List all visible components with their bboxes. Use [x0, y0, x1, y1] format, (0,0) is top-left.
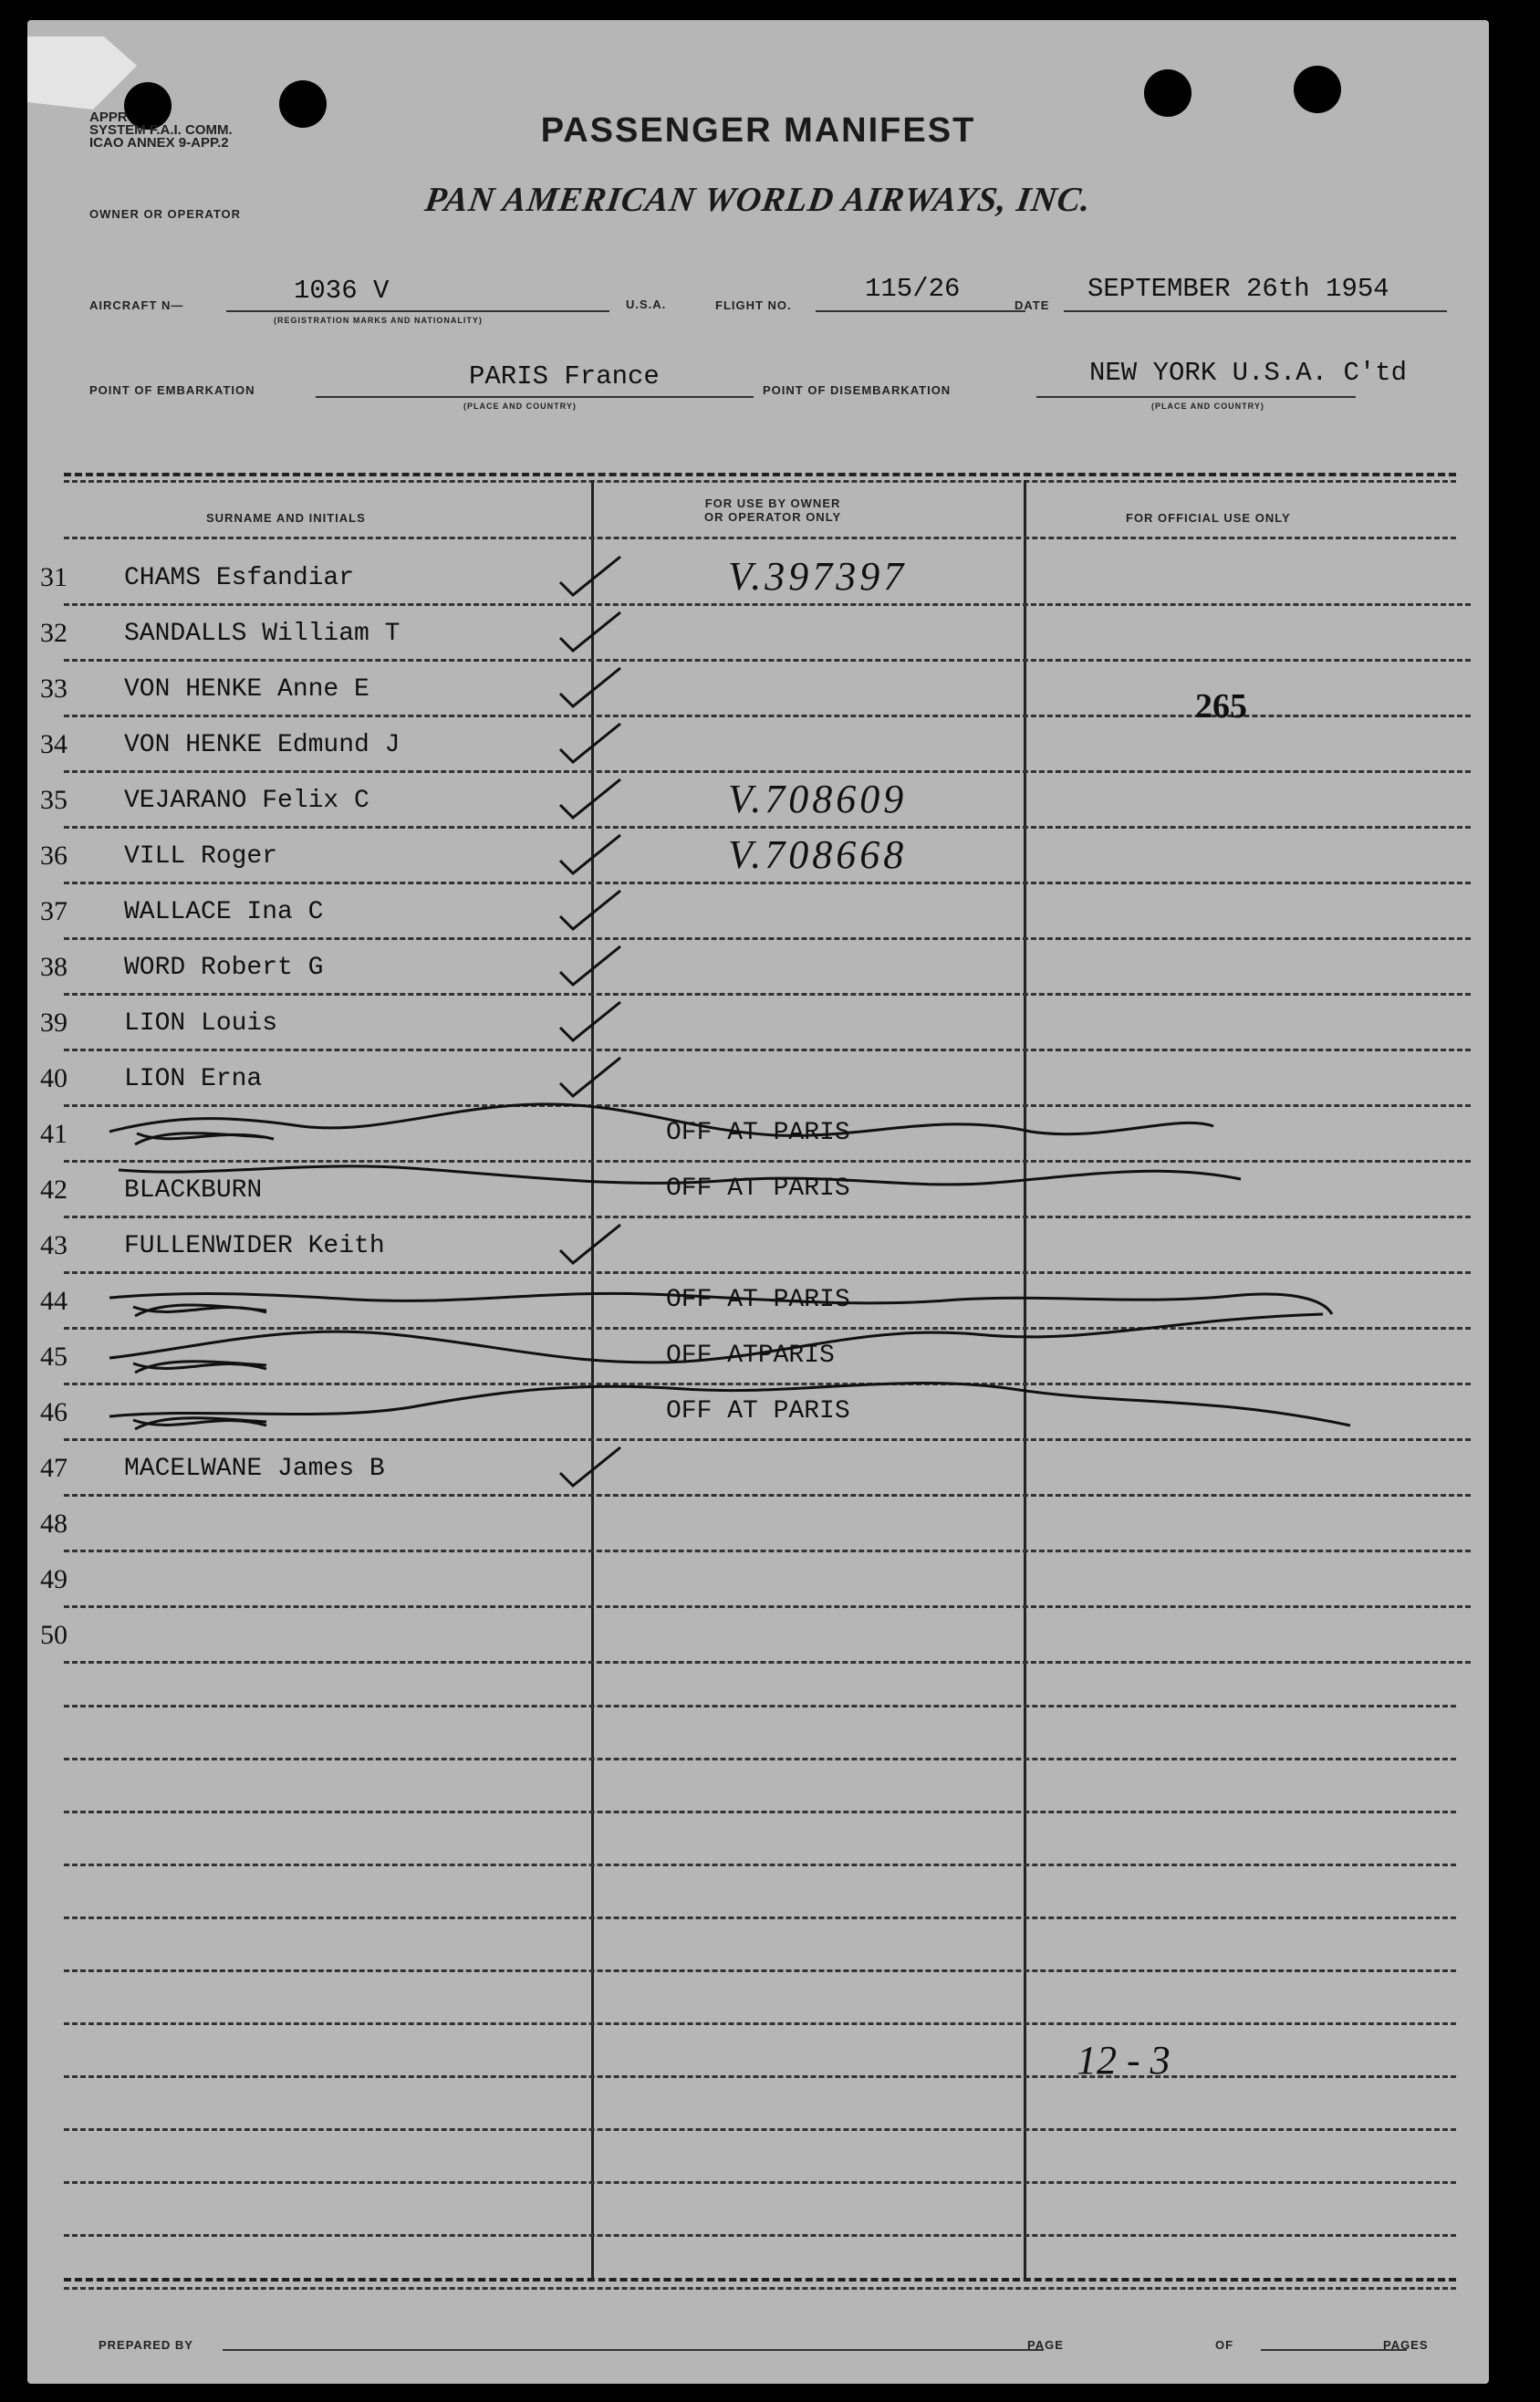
table-row [27, 1219, 1489, 1274]
check-mark-icon [555, 716, 628, 771]
table-row [27, 941, 1489, 996]
table-row [27, 1164, 1489, 1218]
table-row [27, 885, 1489, 940]
check-mark-icon [555, 1217, 628, 1272]
page-title: PASSENGER MANIFEST [540, 111, 976, 150]
check-mark-icon [555, 939, 628, 994]
manifest-page [27, 20, 1489, 2384]
row-number: 41 [40, 1119, 68, 1149]
check-mark-icon [555, 1050, 628, 1105]
check-mark-icon [555, 995, 628, 1050]
embarkation-label: POINT OF EMBARKATION [89, 383, 255, 397]
approval-note: APPR SYSTEM F.A.I. COMM. ICAO ANNEX 9-APP.2 [89, 110, 233, 151]
torn-corner [27, 37, 137, 110]
table-row [27, 1553, 1489, 1608]
table-row [27, 1275, 1489, 1330]
check-mark-icon [555, 549, 628, 604]
aircraft-sub: (REGISTRATION MARKS AND NATIONALITY) [274, 316, 483, 325]
of-label: OF [1215, 2338, 1234, 2352]
passenger-name: VON HENKE Anne E [124, 675, 369, 704]
check-mark-icon [555, 828, 628, 882]
table-row [27, 1108, 1489, 1163]
passenger-name: MACELWANE James B [124, 1455, 385, 1483]
passenger-name: LION Louis [124, 1009, 278, 1038]
table-row [27, 1386, 1489, 1441]
passenger-name: FULLENWIDER Keith [124, 1232, 385, 1260]
visa-number: V.708609 [728, 777, 908, 821]
row-number: 40 [40, 1063, 68, 1093]
passenger-name: BLACKBURN [124, 1176, 263, 1205]
passenger-name: LION Erna [124, 1065, 263, 1093]
table-row [27, 830, 1489, 884]
owner-remark: OFF AT PARIS [666, 1397, 850, 1426]
punch-hole [1294, 66, 1341, 113]
row-number: 31 [40, 562, 68, 592]
owner-remark: OFF ATPARIS [666, 1342, 835, 1370]
disembarkation-label: POINT OF DISEMBARKATION [763, 383, 952, 397]
table-row [27, 718, 1489, 773]
owner-remark: OFF AT PARIS [666, 1119, 850, 1147]
table-row [27, 997, 1489, 1051]
flight-label: FLIGHT NO. [715, 298, 792, 312]
passenger-name: WALLACE Ina C [124, 898, 324, 926]
flight-value: 115/26 [865, 274, 961, 304]
row-number: 50 [40, 1620, 68, 1650]
table-row [27, 663, 1489, 717]
embarkation-sub: (PLACE AND COUNTRY) [463, 402, 577, 411]
row-number: 35 [40, 785, 68, 815]
page-label: PAGE [1027, 2338, 1064, 2352]
passenger-name: VON HENKE Edmund J [124, 731, 401, 759]
col-official-header: FOR OFFICIAL USE ONLY [1126, 511, 1291, 525]
row-number: 43 [40, 1230, 68, 1260]
passenger-name: VILL Roger [124, 842, 278, 871]
row-number: 39 [40, 1008, 68, 1038]
prepared-by-label: PREPARED BY [99, 2338, 193, 2352]
aircraft-label: AIRCRAFT N— [89, 298, 184, 312]
passenger-name: VEJARANO Felix C [124, 787, 369, 815]
disembarkation-sub: (PLACE AND COUNTRY) [1151, 402, 1264, 411]
row-number: 45 [40, 1342, 68, 1372]
owner-label: OWNER OR OPERATOR [89, 207, 242, 221]
row-number: 49 [40, 1564, 68, 1594]
col-surname-header: SURNAME AND INITIALS [206, 511, 366, 525]
check-mark-icon [555, 605, 628, 660]
punch-hole [1144, 69, 1191, 117]
owner-remark: OFF AT PARIS [666, 1175, 850, 1203]
table-row [27, 1052, 1489, 1107]
usa-label: U.S.A. [626, 298, 667, 311]
date-label: DATE [1015, 298, 1050, 312]
row-number: 34 [40, 729, 68, 759]
row-number: 38 [40, 952, 68, 982]
airline-name: PAN AMERICAN WORLD AIRWAYS, INC. [422, 181, 1094, 219]
pages-label: PAGES [1383, 2338, 1429, 2352]
official-number: 265 [1195, 687, 1247, 726]
owner-remark: OFF AT PARIS [666, 1286, 850, 1314]
row-number: 33 [40, 674, 68, 704]
check-mark-icon [555, 661, 628, 715]
table-row [27, 1498, 1489, 1552]
table-row [27, 1331, 1489, 1385]
passenger-name: SANDALLS William T [124, 620, 401, 648]
row-number: 47 [40, 1453, 68, 1483]
table-row [27, 551, 1489, 606]
disembarkation-value: NEW YORK U.S.A. C'td [1089, 358, 1408, 388]
col-owner-header: FOR USE BY OWNER OR OPERATOR ONLY [704, 496, 842, 524]
row-number: 37 [40, 896, 68, 926]
row-number: 42 [40, 1175, 68, 1205]
embarkation-value: PARIS France [469, 361, 660, 392]
passenger-name: WORD Robert G [124, 954, 324, 982]
check-mark-icon [555, 772, 628, 827]
row-number: 44 [40, 1286, 68, 1316]
check-mark-icon [555, 883, 628, 938]
check-mark-icon [555, 1440, 628, 1495]
handwritten-note: 12 - 3 [1077, 2038, 1171, 2083]
table-row [27, 607, 1489, 662]
aircraft-value: 1036 V [294, 276, 390, 306]
row-number: 48 [40, 1509, 68, 1539]
table-row [27, 774, 1489, 829]
table-row [27, 1442, 1489, 1497]
row-number: 46 [40, 1397, 68, 1427]
date-value: SEPTEMBER 26th 1954 [1087, 274, 1389, 304]
passenger-name: CHAMS Esfandiar [124, 564, 355, 592]
row-number: 36 [40, 841, 68, 871]
visa-number: V.397397 [728, 554, 908, 599]
visa-number: V.708668 [728, 832, 908, 877]
row-number: 32 [40, 618, 68, 648]
table-row [27, 1609, 1489, 1664]
